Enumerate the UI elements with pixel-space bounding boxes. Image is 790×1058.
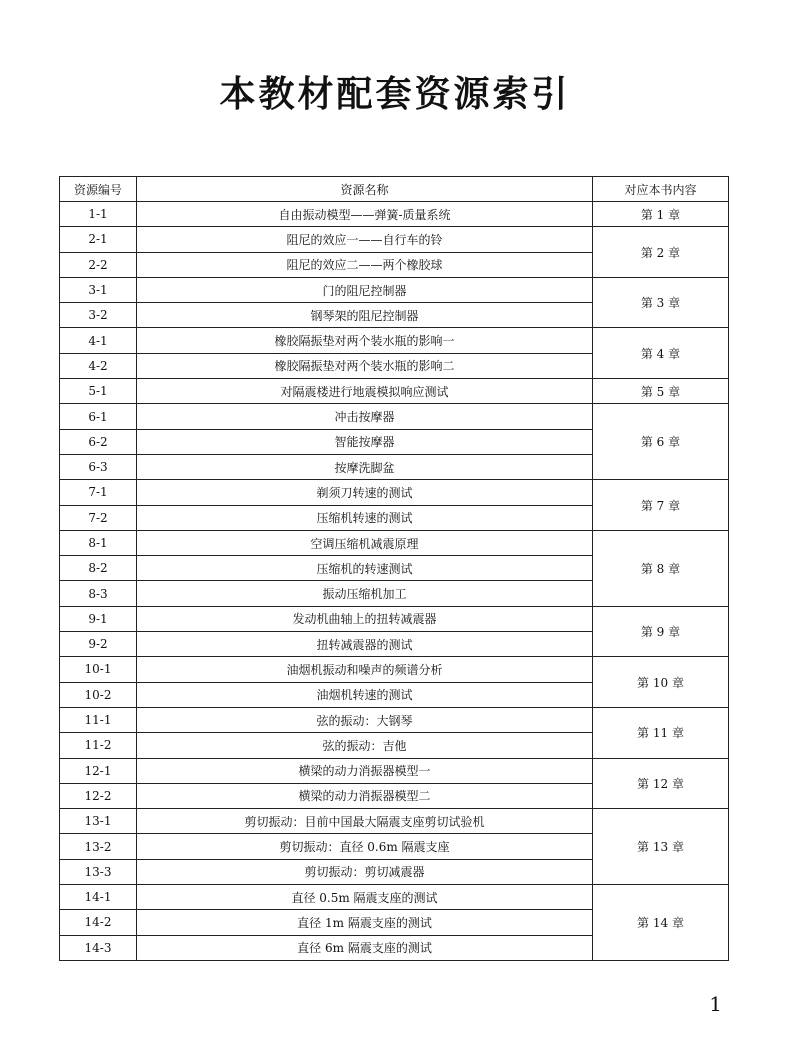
table-header-row [60,177,729,202]
resource-id-cell: 7-1 [60,480,137,505]
resource-id-cell: 4-2 [60,353,137,378]
table-row [60,707,729,732]
resource-id-cell: 11-2 [60,733,137,758]
resource-name-cell: 钢琴架的阻尼控制器 [137,303,593,328]
resource-name-cell: 扭转减震器的测试 [137,632,593,657]
resource-name-cell: 阻尼的效应二——两个橡胶球 [137,252,593,277]
chapter-cell: 第 1 章 [593,202,729,227]
resource-name-cell: 橡胶隔振垫对两个装水瓶的影响二 [137,353,593,378]
table-row [60,657,729,682]
resource-id-cell: 8-2 [60,556,137,581]
resource-id-cell: 9-1 [60,606,137,631]
resource-id-cell: 12-1 [60,758,137,783]
table-row [60,530,729,555]
chapter-cell: 第 12 章 [593,758,729,809]
resource-name-cell: 油烟机转速的测试 [137,682,593,707]
chapter-cell: 第 10 章 [593,657,729,708]
resource-id-cell: 14-2 [60,910,137,935]
resource-name-cell: 横梁的动力消振器模型一 [137,758,593,783]
table-row [60,202,729,227]
resource-id-cell: 1-1 [60,202,137,227]
table-row [60,227,729,252]
resource-name-cell: 对隔震楼进行地震模拟响应测试 [137,379,593,404]
resource-id-cell: 3-2 [60,303,137,328]
resource-id-cell: 5-1 [60,379,137,404]
chapter-cell: 第 8 章 [593,530,729,606]
table-row [60,277,729,302]
resource-name-cell: 智能按摩器 [137,429,593,454]
resource-name-cell: 阻尼的效应一——自行车的铃 [137,227,593,252]
resource-id-cell: 11-1 [60,707,137,732]
resource-index-table [59,176,729,961]
resource-id-cell: 6-3 [60,454,137,479]
resource-name-cell: 按摩洗脚盆 [137,454,593,479]
resource-id-cell: 14-1 [60,885,137,910]
resource-name-cell: 弦的振动：大钢琴 [137,707,593,732]
resource-name-cell: 压缩机的转速测试 [137,556,593,581]
resource-id-cell: 10-2 [60,682,137,707]
resource-name-cell: 油烟机振动和噪声的频谱分析 [137,657,593,682]
resource-id-cell: 6-1 [60,404,137,429]
resource-name-cell: 空调压缩机减震原理 [137,530,593,555]
resource-name-cell: 剪切振动：剪切减震器 [137,859,593,884]
resource-name-cell: 剪切振动：直径 0.6m 隔震支座 [137,834,593,859]
resource-name-cell: 直径 1m 隔震支座的测试 [137,910,593,935]
chapter-cell: 第 4 章 [593,328,729,379]
resource-name-cell: 冲击按摩器 [137,404,593,429]
page-title: 本教材配套资源索引 [219,74,571,115]
header-resource-name: 资源名称 [137,177,593,202]
header-chapter: 对应本书内容 [593,177,729,202]
resource-name-cell: 直径 0.5m 隔震支座的测试 [137,885,593,910]
table-row [60,885,729,910]
resource-id-cell: 14-3 [60,935,137,960]
chapter-cell: 第 9 章 [593,606,729,657]
chapter-cell: 第 5 章 [593,379,729,404]
resource-name-cell: 压缩机转速的测试 [137,505,593,530]
resource-id-cell: 8-3 [60,581,137,606]
table-row [60,480,729,505]
chapter-cell: 第 13 章 [593,809,729,885]
resource-name-cell: 发动机曲轴上的扭转减震器 [137,606,593,631]
resource-name-cell: 剃须刀转速的测试 [137,480,593,505]
chapter-cell: 第 6 章 [593,404,729,480]
resource-id-cell: 6-2 [60,429,137,454]
resource-name-cell: 振动压缩机加工 [137,581,593,606]
resource-name-cell: 剪切振动：目前中国最大隔震支座剪切试验机 [137,809,593,834]
resource-id-cell: 4-1 [60,328,137,353]
chapter-cell: 第 7 章 [593,480,729,531]
resource-id-cell: 7-2 [60,505,137,530]
chapter-cell: 第 14 章 [593,885,729,961]
header-resource-id: 资源编号 [60,177,137,202]
resource-id-cell: 8-1 [60,530,137,555]
table-body [60,202,729,961]
table-row [60,606,729,631]
chapter-cell: 第 11 章 [593,707,729,758]
resource-id-cell: 2-2 [60,252,137,277]
resource-id-cell: 10-1 [60,657,137,682]
resource-id-cell: 13-2 [60,834,137,859]
table-row [60,809,729,834]
resource-name-cell: 橡胶隔振垫对两个装水瓶的影响一 [137,328,593,353]
resource-id-cell: 12-2 [60,783,137,808]
chapter-cell: 第 3 章 [593,277,729,328]
page-number: 1 [709,992,722,1016]
resource-name-cell: 弦的振动：吉他 [137,733,593,758]
resource-name-cell: 横梁的动力消振器模型二 [137,783,593,808]
table-row [60,379,729,404]
table-row [60,404,729,429]
resource-name-cell: 直径 6m 隔震支座的测试 [137,935,593,960]
chapter-cell: 第 2 章 [593,227,729,278]
resource-id-cell: 13-3 [60,859,137,884]
resource-id-cell: 3-1 [60,277,137,302]
resource-id-cell: 13-1 [60,809,137,834]
table-row [60,758,729,783]
table-row [60,328,729,353]
resource-id-cell: 2-1 [60,227,137,252]
resource-name-cell: 自由振动模型——弹簧-质量系统 [137,202,593,227]
resource-name-cell: 门的阻尼控制器 [137,277,593,302]
resource-id-cell: 9-2 [60,632,137,657]
